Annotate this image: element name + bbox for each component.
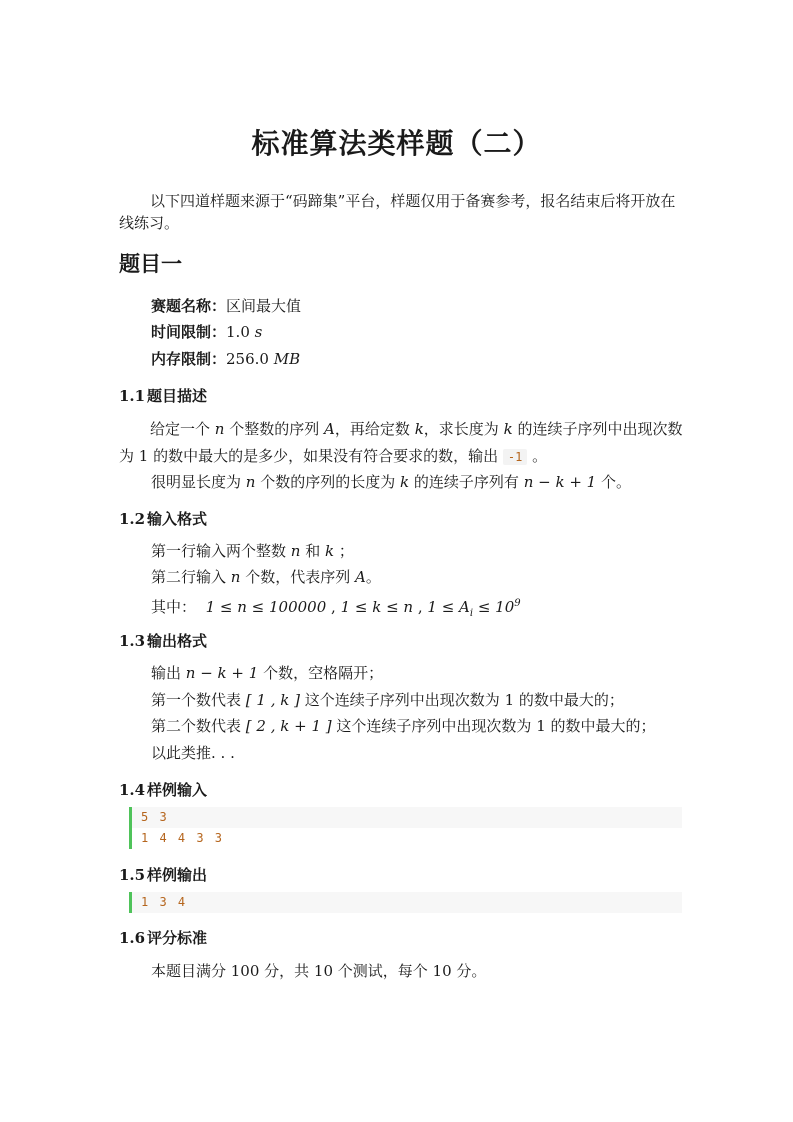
text: 输出: [151, 664, 182, 682]
meta-time-row: [151, 322, 262, 342]
meta-time-value: 1.0: [226, 323, 250, 341]
meta-mem-row: [151, 349, 300, 369]
text: 个数，空格隔开；: [263, 664, 384, 682]
math-expr: n − k + 1: [185, 664, 259, 682]
math-constraint: [427, 598, 521, 619]
text: 个数的序列的长度为: [260, 473, 396, 491]
math-expr: n − k + 1: [523, 473, 597, 491]
subsection-heading-1-3: [119, 630, 207, 651]
subsection-title: 评分标准: [147, 929, 208, 947]
meta-mem-value: 256.0: [226, 350, 269, 368]
code-line: 1 4 4 3 3: [132, 828, 682, 849]
meta-mem-unit: MB: [273, 350, 301, 368]
math-part: ≤ 10: [473, 598, 515, 616]
input-constraints: 其中： 1 ≤ n ≤ 100000 , 1 ≤ k ≤ n , $1 \le A_i \le 10^9$: [151, 598, 521, 619]
subsection-heading-1-2: [119, 508, 207, 529]
math-interval: [ 1 , k ]: [245, 691, 300, 709]
text: 很明显长度为: [151, 473, 242, 491]
math-constraint: 1 ≤ n ≤ 100000: [205, 598, 327, 616]
sample-input-codeblock: [129, 807, 682, 849]
text: ；: [338, 542, 354, 560]
output-line-3: [151, 716, 656, 736]
subsection-title: 样例输入: [147, 781, 208, 799]
math-n: n: [214, 420, 225, 438]
subsection-title: 输出格式: [147, 632, 208, 650]
subsection-number: 1.5: [119, 866, 146, 884]
math-n: n: [290, 542, 301, 560]
subsection-heading-1-4: [119, 779, 207, 800]
subsection-heading-1-6: [119, 927, 207, 948]
subsection-heading-1-5: [119, 864, 207, 885]
text: 的连续子序列中出现次数为: [119, 420, 683, 465]
text: 这个连续子序列中出现次数为: [304, 691, 500, 709]
text: ，再给定数: [334, 420, 410, 438]
math-part: 1 ≤ A: [427, 598, 470, 616]
text: 。: [365, 568, 381, 586]
number: 1: [504, 691, 515, 709]
text: 第二个数代表: [151, 717, 242, 735]
text: 个。: [601, 473, 632, 491]
section-heading: 题目一: [119, 252, 182, 276]
inline-code: -1: [503, 449, 527, 465]
text: 和: [305, 542, 321, 560]
input-line-1: [151, 541, 354, 561]
text: 第一个数代表: [151, 691, 242, 709]
code-line: 5 3: [141, 810, 169, 824]
text: 个整数的序列: [229, 420, 320, 438]
math-k: k: [400, 473, 410, 491]
code-line: 1 3 4: [141, 895, 188, 909]
meta-mem-label: 内存限制：: [151, 350, 227, 368]
math-subscript: i: [469, 608, 474, 619]
math-k: k: [503, 420, 513, 438]
math-A: A: [324, 420, 335, 438]
text: 第一行输入两个整数: [151, 542, 287, 560]
intro-paragraph: 以下四道样题来源于“码蹄集”平台，样题仅用于备赛参考，报名结束后将开放在线练习。: [119, 192, 676, 232]
text: 的数中最大的；: [518, 691, 624, 709]
subsection-title: 题目描述: [147, 387, 208, 405]
math-superscript: 9: [514, 598, 521, 609]
description-paragraph-2: [151, 472, 631, 492]
meta-time-label: 时间限制：: [151, 323, 227, 341]
subsection-heading-1-1: [119, 385, 207, 406]
description-paragraph-1: [119, 416, 685, 471]
sample-output-codeblock: [129, 892, 682, 913]
text: 的连续子序列有: [413, 473, 519, 491]
subsection-number: 1.4: [119, 781, 146, 799]
subsection-number: 1.2: [119, 510, 146, 528]
document-title: 标准算法类样题（二）: [251, 127, 542, 160]
input-line-2: [151, 567, 381, 587]
subsection-number: 1.1: [119, 387, 146, 405]
scoring-text: 本题目满分 100 分，共 10 个测试，每个 10 分。: [151, 962, 487, 980]
math-k: k: [414, 420, 424, 438]
math-interval: [ 2 , k + 1 ]: [245, 717, 332, 735]
math-n: n: [230, 568, 241, 586]
subsection-title: 输入格式: [147, 510, 208, 528]
output-line-4: 以此类推. . .: [151, 744, 235, 762]
meta-time-unit: s: [254, 323, 263, 341]
text: 的数中最大的；: [550, 717, 656, 735]
math-k: k: [325, 542, 335, 560]
output-line-1: [151, 663, 383, 683]
subsection-number: 1.6: [119, 929, 146, 947]
number: 1: [536, 717, 546, 735]
output-line-2: [151, 690, 624, 710]
text: 给定一个: [150, 420, 211, 438]
subsection-number: 1.3: [119, 632, 146, 650]
text: 个数，代表序列: [245, 568, 351, 586]
text: 其中：: [151, 598, 197, 616]
text: 这个连续子序列中出现次数为: [336, 717, 532, 735]
meta-name-value: 区间最大值: [226, 297, 302, 315]
text: 。: [532, 447, 548, 465]
subsection-title: 样例输出: [147, 866, 208, 884]
meta-name-row: [151, 296, 301, 316]
text: 第二行输入: [151, 568, 227, 586]
text: ，求长度为: [423, 420, 499, 438]
text: 的数中最大的是多少，如果没有符合要求的数，输出: [153, 447, 499, 465]
math-A: A: [355, 568, 366, 586]
number: 1: [138, 447, 149, 465]
math-constraint: 1 ≤ k ≤ n: [340, 598, 414, 616]
math-n: n: [245, 473, 256, 491]
meta-name-label: 赛题名称：: [151, 297, 227, 315]
